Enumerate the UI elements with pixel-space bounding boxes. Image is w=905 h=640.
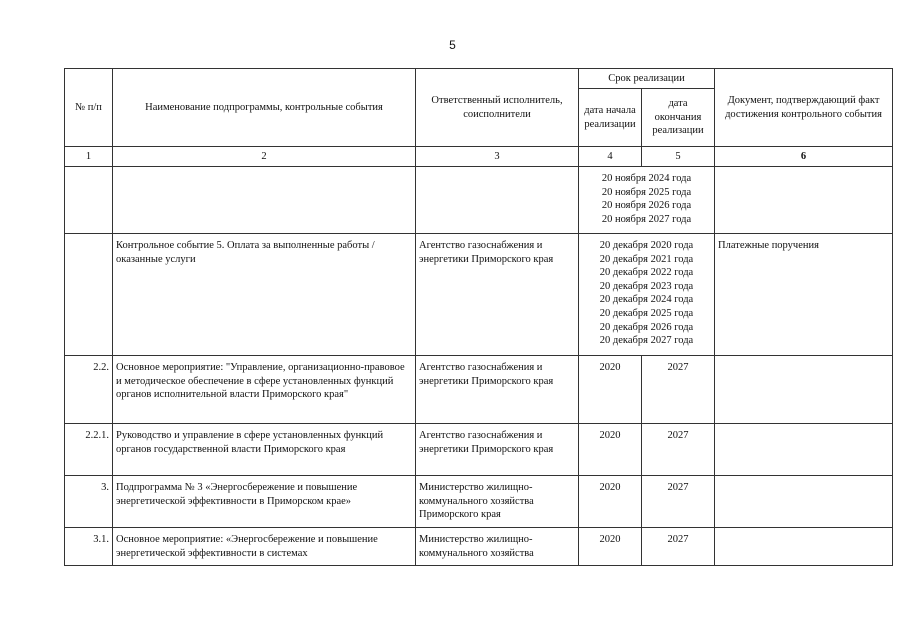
row-responsible xyxy=(416,167,579,234)
control-events-table xyxy=(64,68,893,566)
date-line: 20 декабря 2023 года xyxy=(599,280,694,292)
row-responsible: Агентство газоснабжения и энергетики Приморского края xyxy=(416,356,579,424)
table-row xyxy=(65,476,893,528)
table-row xyxy=(65,167,893,234)
column-number: 1 xyxy=(65,147,113,167)
date-line: 20 декабря 2027 года xyxy=(599,335,694,347)
row-document xyxy=(715,356,893,424)
row-document xyxy=(715,167,893,234)
row-start: 2020 xyxy=(579,476,642,528)
header-start-date: дата начала реализации xyxy=(579,89,642,147)
column-number: 3 xyxy=(416,147,579,167)
row-responsible: Министерство жилищно-коммунального хозяйства xyxy=(416,528,579,566)
row-end: 2027 xyxy=(642,356,715,424)
header-row xyxy=(65,69,893,89)
row-document xyxy=(715,476,893,528)
column-number: 2 xyxy=(113,147,416,167)
header-document: Документ, подтверждающий факт достижения контрольного события xyxy=(715,69,893,147)
page-number: 5 xyxy=(449,38,456,52)
column-number: 4 xyxy=(579,147,642,167)
row-num: 2.2.1. xyxy=(65,424,113,476)
row-start: 2020 xyxy=(579,424,642,476)
row-document: Платежные поручения xyxy=(715,234,893,356)
header-name: Наименование подпрограммы, контрольные события xyxy=(113,69,416,147)
row-end: 2027 xyxy=(642,424,715,476)
row-name xyxy=(113,167,416,234)
row-name: Контрольное событие 5. Оплата за выполненные работы /оказанные услуги xyxy=(113,234,416,356)
row-num xyxy=(65,234,113,356)
row-document xyxy=(715,528,893,566)
row-end: 2027 xyxy=(642,528,715,566)
row-name: Руководство и управление в сфере установленных функций органов государственной власти Приморского края xyxy=(113,424,416,476)
row-dates xyxy=(579,234,715,356)
column-number: 5 xyxy=(642,147,715,167)
date-line: 20 ноября 2024 года xyxy=(601,173,692,184)
date-line: 20 ноября 2025 года xyxy=(601,186,692,198)
row-name: Основное мероприятие: «Энергосбережение и повышение энергетической эффективности в системах xyxy=(113,528,416,566)
row-responsible: Агентство газоснабжения и энергетики Приморского края xyxy=(416,234,579,356)
row-responsible: Агентство газоснабжения и энергетики Приморского края xyxy=(416,424,579,476)
row-document xyxy=(715,424,893,476)
date-line: 20 декабря 2024 года xyxy=(599,294,694,306)
date-line: 20 ноября 2026 года xyxy=(601,200,692,212)
row-responsible: Министерство жилищно-коммунального хозяйства Приморского края xyxy=(416,476,579,528)
table-row xyxy=(65,528,893,566)
row-num: 3.1. xyxy=(65,528,113,566)
header-end-date: дата окончания реализации xyxy=(642,89,715,147)
row-name: Основное мероприятие: "Управление, организационно-правовое и методическое обеспечение в сфере установленных функций органов исполнительной власти Приморского края" xyxy=(113,356,416,424)
header-responsible: Ответственный исполнитель, соисполнители xyxy=(416,69,579,147)
row-start: 2020 xyxy=(579,528,642,566)
date-line: 20 декабря 2022 года xyxy=(599,267,694,279)
table-row xyxy=(65,234,893,356)
column-number: 6 xyxy=(715,147,893,167)
date-line: 20 декабря 2026 года xyxy=(599,321,694,333)
column-number-row xyxy=(65,147,893,167)
table-row xyxy=(65,424,893,476)
date-line: 20 ноября 2027 года xyxy=(601,213,692,225)
row-end: 2027 xyxy=(642,476,715,528)
header-num: № п/п xyxy=(65,69,113,147)
row-num: 2.2. xyxy=(65,356,113,424)
date-line: 20 декабря 2025 года xyxy=(599,307,694,319)
row-num xyxy=(65,167,113,234)
row-dates xyxy=(579,167,715,234)
date-line: 20 декабря 2020 года xyxy=(599,240,694,251)
header-period: Срок реализации xyxy=(579,69,715,89)
table-row xyxy=(65,356,893,424)
date-line: 20 декабря 2021 года xyxy=(599,253,694,265)
row-name: Подпрограмма № 3 «Энергосбережение и повышение энергетической эффективности в Приморском крае» xyxy=(113,476,416,528)
row-num: 3. xyxy=(65,476,113,528)
row-start: 2020 xyxy=(579,356,642,424)
